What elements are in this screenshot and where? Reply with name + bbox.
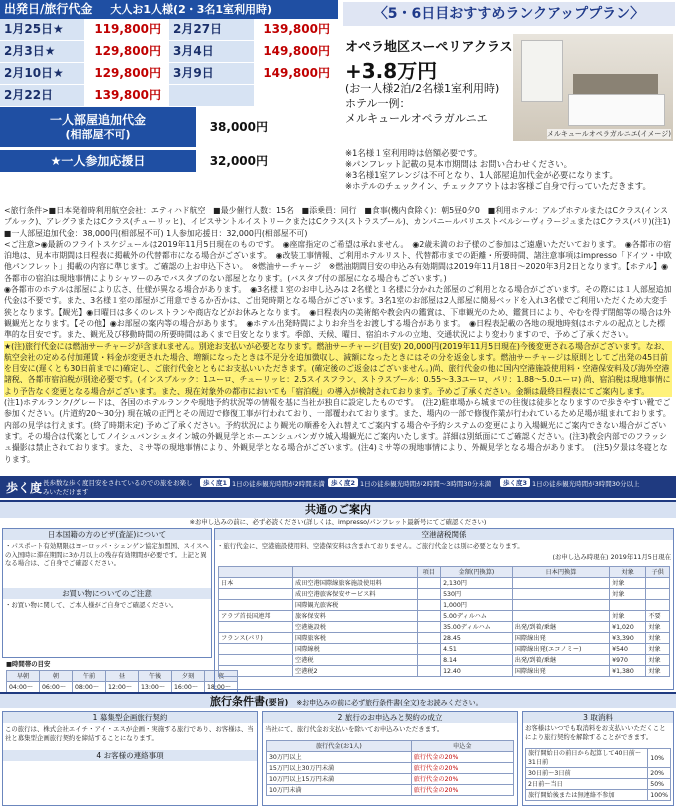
tax-cell: 出発/到着/乗継 <box>512 655 609 666</box>
upgrade-plan-header: 〈5・6日目おすすめランクアッププラン〉 <box>343 2 675 26</box>
tax-row <box>219 589 670 600</box>
tax-row <box>219 578 670 589</box>
solo-day-row <box>0 150 338 172</box>
upgrade-plan-price: +3.8万円 <box>345 59 438 83</box>
upgrade-notes <box>345 148 673 203</box>
terms-application-heading: 2 旅行のお申込みと契約の成立 <box>263 712 517 723</box>
time-value: 06:00〜 <box>40 682 73 693</box>
tour-price: 139,800円 <box>254 19 338 40</box>
walk-level-3-text: 1日の徒歩観光時間が3時間30分以上 <box>532 480 640 488</box>
tax-cell: 対象 <box>610 611 646 622</box>
time-value: 16:00〜 <box>172 682 205 693</box>
walk-level-2-text: 1日の徒歩観光時間が2時間〜3時間30分未満 <box>360 480 492 488</box>
tour-price: 129,800円 <box>84 63 169 84</box>
tax-cell: 空港施設税 <box>293 622 417 633</box>
fuel-surcharge-notice: ★(注)旅行代金には燃油サーチャージが含まれません。別途お支払いが必要となります。燃油サーチャージ(目安) 20,000円(2019年11月5日現在)今後変更される場合がございます。なお、航空会社の定める付加運賃・料金が変更された場合、増額になったときは不足分を追加徴収し、減額になったときにはその分を返金します。燃油サーチャージは原則としてご出発の45日前を目安に(遅くとも30日前までに)確定し、ご旅行代金とともにお支払いいただきます。(確定後のご返金はございません。)尚、旅行代金の他に国内空港施設使用料・空港保安料及び海外空港諸税、各都市宿泊税が別途必要です。(インスブルック：1ユーロ、チューリッヒ：2.5スイスフラン、ストラスブール：0.55〜3.3ユーロ、パリ：1.88〜5.0ユーロ) 尚、宿泊税は現地事情により予告なく変更となる場合がございます。また、現在対象外の都市においても「宿泊税」の導入が検討されております。予めご了承ください。金額は最終日程表にてご案内します。 <box>4 341 671 396</box>
terms-application-body: 当社にて、旅行代金お支払いを除いてお申込みいただきます。 <box>265 725 444 733</box>
time-value: 13:00〜 <box>139 682 172 693</box>
time-of-day-table <box>6 670 238 693</box>
solo-day-label: ★一人参加応援日 <box>0 150 196 172</box>
single-supplement-label-1: 一人部屋追加代金 <box>49 112 146 127</box>
tax-cell <box>417 633 441 644</box>
deposit-cell: 旅行代金の20% <box>411 752 513 763</box>
tax-cell: 530円 <box>441 589 513 600</box>
tax-cell: フランス(パリ) <box>219 633 293 644</box>
tour-price <box>254 85 338 106</box>
price-row <box>0 85 338 107</box>
tax-header <box>293 567 417 578</box>
tax-cell: 日本 <box>219 578 293 589</box>
time-header: 夕刻 <box>172 671 205 682</box>
departure-date: 3月9日 <box>169 63 254 84</box>
cancel-cell: 20% <box>648 768 671 779</box>
upgrade-note-item: ※3名様1室アレンジは不可となり、1人部屋追加代金が必要になります。 <box>345 170 618 180</box>
tax-cell <box>512 611 609 622</box>
tax-cell: 対象 <box>646 666 670 677</box>
travel-conditions <box>4 205 672 473</box>
time-header: 午前 <box>73 671 106 682</box>
tax-cell <box>512 589 609 600</box>
single-supplement-label <box>0 107 196 147</box>
hotel-image-caption: メルキュールオペラガルニエ(イメージ) <box>546 130 671 138</box>
upgrade-note-item: ※1名様１室利用時は倍額必要です。 <box>345 148 483 158</box>
cancel-cell: 30日前〜3日前 <box>526 768 648 779</box>
tax-cell <box>219 622 293 633</box>
cancel-cell: 2日前〜当日 <box>526 779 648 790</box>
common-info-heading: 共通のご案内 <box>305 503 371 516</box>
tax-cell: ¥1,380 <box>610 666 646 677</box>
cancel-cell: 50% <box>648 779 671 790</box>
walk-level-1-text: 1日の徒歩観光時間が2時間未満 <box>232 480 325 488</box>
visa-info-box <box>2 528 212 658</box>
cancel-cell: 旅行開始後または無連絡不参加 <box>526 790 648 801</box>
upgrade-note-item: ※ホテルのチェックイン、チェックアウトはお客様ご自身で行っていただきます。 <box>345 181 651 191</box>
tax-row <box>219 600 670 611</box>
tax-cell <box>417 578 441 589</box>
deposit-header: 旅行代金(お1人) <box>267 741 412 752</box>
tax-cell: 対象 <box>646 655 670 666</box>
tax-header: 金額(円換算) <box>441 567 513 578</box>
upgrade-hotel-example-label: ホテル一例： <box>345 97 411 110</box>
time-header: 午後 <box>139 671 172 682</box>
departure-date: 1月25日★ <box>0 19 84 40</box>
tax-cell <box>219 666 293 677</box>
tax-cell: 空港税 <box>293 655 417 666</box>
tax-cell: 対象 <box>646 622 670 633</box>
tax-cell <box>417 666 441 677</box>
walk-level-3-tag: 歩く度3 <box>500 478 530 487</box>
terms-title-bar <box>0 692 676 708</box>
terms-contact-heading: 4 お客様の連絡事項 <box>3 750 257 761</box>
tax-cell: 35.00ディルハム <box>441 622 513 633</box>
deposit-cell: 30万円以上 <box>267 752 412 763</box>
departure-date: 2月22日 <box>0 85 84 106</box>
tax-header: 項目 <box>417 567 441 578</box>
departure-date: 2月3日★ <box>0 41 84 62</box>
time-value: 04:00〜 <box>7 682 40 693</box>
room-window <box>521 40 563 102</box>
deposit-cell: 旅行代金の20% <box>411 785 513 796</box>
tax-row <box>219 666 670 677</box>
price-table-subtitle: 大人お1人様(2・3名1室利用時) <box>110 3 273 16</box>
cancellation-table <box>525 748 671 801</box>
deposit-cell: 旅行代金の20% <box>411 763 513 774</box>
tax-cell: 空港税2 <box>293 666 417 677</box>
terms-title: 旅行条件書 <box>210 695 265 708</box>
cancel-cell: 100% <box>648 790 671 801</box>
common-info-title <box>0 500 676 518</box>
time-header: 夜 <box>205 671 238 682</box>
terms-contract-box <box>2 711 258 806</box>
tax-row <box>219 655 670 666</box>
tax-header: 子供 <box>646 567 670 578</box>
airport-tax-heading: 空港諸税関係 <box>215 529 673 540</box>
tax-cell: 対象 <box>610 578 646 589</box>
airport-tax-body: ・旅行代金に、空港施設使用料、空港保安料は含まれておりません。ご旅行代金とは別に必要となります。 <box>217 542 524 550</box>
tax-cell: 国際観光旅客税 <box>293 600 417 611</box>
conditions-paragraph: ◉各都市のホテルは部屋により広さ、仕様が異なる場合があります。 ◉3名様１室のお申し込みは 2名様と１名様に分かれた部屋のご利用となる場合がございます。その際には１人部屋追加代金は不要です。また、3名様１室の部屋がご用意できるか否かは、ご出発時期となる場合がございます。3名1室のお部屋は2人部屋に簡易ベッドを入れ3名様でご利用いただくため大変手狭となります。【観光】◉日曜日は多くのレストランや商店などがお休みとなります。 ◉日程表内の美術館や教会内の鑑賞は、下車観光のため、鑑賞日により、やむを得ず閉館等の場合は外観観光となります。【その他】◉お部屋の案内等の場合があります。 ◉ホテル出発時間によりお弁当をお渡しする場合があります。 ◉日程表記載の各地の現地時刻はホテルの起点とした標準的な目安です。また、観光及び移動時間の所要時間はあくまで目安となります。季節、天候、曜日、宿泊ホテルの立地、交通状況により変わりますので、予めご了承ください。 <box>4 285 672 340</box>
walk-level-1-tag: 歩く度1 <box>200 478 230 487</box>
price-row <box>0 41 338 63</box>
tax-cell: 国際旅客税 <box>293 633 417 644</box>
deposit-cell: 10万円未満 <box>267 785 412 796</box>
price-row <box>0 63 338 85</box>
tax-cell: 2,130円 <box>441 578 513 589</box>
tour-price: 149,800円 <box>254 41 338 62</box>
deposit-cell: 10万円以上15万円未満 <box>267 774 412 785</box>
tax-header <box>219 567 293 578</box>
tax-cell <box>646 600 670 611</box>
tax-cell: ¥540 <box>610 644 646 655</box>
tax-cell: 国際線出発 <box>512 666 609 677</box>
tax-cell <box>417 644 441 655</box>
tour-price: 139,800円 <box>84 85 169 106</box>
time-value: 18:00〜 <box>205 682 238 693</box>
terms-title-sub: (要旨) <box>265 698 289 707</box>
room-bed <box>568 94 665 126</box>
walking-level-bar <box>0 476 676 498</box>
time-value: 12:00〜 <box>106 682 139 693</box>
walking-level-description: 長歩数な歩く度目安をされているのでの旅をお楽しみいただけます <box>43 479 193 496</box>
time-value: 08:00〜 <box>73 682 106 693</box>
tax-row <box>219 644 670 655</box>
tax-cell <box>417 589 441 600</box>
tax-header: 対象 <box>610 567 646 578</box>
time-header: 早朝 <box>7 671 40 682</box>
price-table-title: 出発日/旅行代金 <box>4 2 93 16</box>
tax-cell: アラブ首長国連邦 <box>219 611 293 622</box>
tax-cell: 不要 <box>646 611 670 622</box>
walk-level-2-tag: 歩く度2 <box>328 478 358 487</box>
tour-price: 119,800円 <box>84 19 169 40</box>
tax-cell: ¥1,020 <box>610 622 646 633</box>
deposit-cell: 15万円以上30万円未満 <box>267 763 412 774</box>
departure-date: 3月4日 <box>169 41 254 62</box>
deposit-header: 申込金 <box>411 741 513 752</box>
tax-row <box>219 633 670 644</box>
tax-cell: 旅客保安料 <box>293 611 417 622</box>
airport-tax-date-note: (お申し込み時現在) 2019年11月5日現在 <box>552 552 671 561</box>
departure-date: 2月10日★ <box>0 63 84 84</box>
tax-cell <box>512 578 609 589</box>
tax-cell: 対象 <box>646 633 670 644</box>
tax-cell <box>610 600 646 611</box>
time-header: 昼 <box>106 671 139 682</box>
tax-cell: 成田空港国際線旅客施設使用料 <box>293 578 417 589</box>
tax-cell: 4.51 <box>441 644 513 655</box>
terms-contract-heading: 1 募集型企画旅行契約 <box>3 712 257 723</box>
tax-cell: ¥3,390 <box>610 633 646 644</box>
hotel-room-image <box>513 34 673 141</box>
departure-date <box>169 85 254 106</box>
tax-cell <box>219 600 293 611</box>
airport-tax-table <box>218 566 670 677</box>
visa-info-body: ・パスポート有効期限はヨーロッパ・シェンゲン協定加盟国、スイスへの入国時に滞在期間に3か月以上の残存有効期間が必要です。上記と異なる場合は、ご自身でご確認ください。 <box>5 542 209 568</box>
shopping-info-body: ・お買い物に関して、ご本人様がご自身でご確認ください。 <box>5 600 178 609</box>
tax-cell <box>417 622 441 633</box>
tax-cell: 対象 <box>610 589 646 600</box>
tax-cell: 国際線税 <box>293 644 417 655</box>
time-header: 朝 <box>40 671 73 682</box>
tax-cell <box>646 589 670 600</box>
tax-cell: 対象 <box>646 644 670 655</box>
tax-row <box>219 611 670 622</box>
cancel-cell: 10% <box>648 749 671 768</box>
upgrade-hotel-name: メルキュールオペラガルニエ <box>345 112 488 125</box>
single-supplement-label-2: (相部屋不可) <box>65 127 131 141</box>
terms-contract-body: この旅行は、株式会社エイチ・アイ・エスが企画・実施する旅行であり、お客様は、当社と募集型企画旅行契約を締結することになります。 <box>5 725 254 742</box>
room-headboard <box>573 74 658 96</box>
tour-price: 149,800円 <box>254 63 338 84</box>
price-row <box>0 19 338 41</box>
tax-row <box>219 622 670 633</box>
tax-cell: 1,000円 <box>441 600 513 611</box>
tax-cell <box>417 655 441 666</box>
tax-cell <box>646 578 670 589</box>
tour-price: 129,800円 <box>84 41 169 62</box>
terms-cancellation-body: お客様はいつでも取消料をお支払いいただくことにより旅行契約を解除することができます。 <box>525 724 666 741</box>
tax-cell <box>417 611 441 622</box>
common-info-subtitle: ※お申し込みの前に、必ず必読ください(詳しくは、impresso/パンフレット最新号にてご確認ください) <box>189 518 487 526</box>
tax-cell <box>512 600 609 611</box>
single-supplement-value: 38,000円 <box>196 107 338 147</box>
tax-cell <box>219 589 293 600</box>
departure-date: 2月27日 <box>169 19 254 40</box>
tax-cell <box>417 600 441 611</box>
single-supplement-row <box>0 107 338 147</box>
cancel-cell: 旅行開始日の前日から起算して40日前〜31日前 <box>526 749 648 768</box>
shopping-info-heading: お買い物についてのご注意 <box>3 588 211 599</box>
tax-cell: ¥970 <box>610 655 646 666</box>
tax-header: 日本円換算 <box>512 567 609 578</box>
conditions-paragraph: <旅行条件>■日本発着時利用航空会社：エティハド航空 ■最少催行人数：15名 ■添乗員：同行 ■食事(機内食除く)：朝5昼0夕0 ■利用ホテル：アルプホテルまたはCクラス(インスブルック)、アレグラまたはCクラス(チューリッヒ)、イビスサントルイストリークまたはCクラス(ストラスブール)、カンパニールパリエストベルシーヴィラージュまたはCクラス(パリ)(注1) ■一人部屋追加代金：38,000円(相部屋不可) 1人参加応援日：32,000円(相部屋不可) <box>4 206 671 238</box>
upgrade-plan-note: (お一人様2泊/2名様1室利用時) <box>345 82 500 95</box>
tax-cell: 5.00ディルハム <box>441 611 513 622</box>
tax-cell: 国際線出発 <box>512 633 609 644</box>
deposit-cell: 旅行代金の20% <box>411 774 513 785</box>
tax-cell <box>219 655 293 666</box>
upgrade-note-item: ※パンフレット記載の見本市期間は お問い合わせください。 <box>345 159 573 169</box>
solo-day-value: 32,000円 <box>196 150 338 172</box>
tax-cell <box>219 644 293 655</box>
tax-cell: 8.14 <box>441 655 513 666</box>
tax-cell: 12.40 <box>441 666 513 677</box>
price-table-header <box>0 0 338 19</box>
terms-subtitle: ※お申込みの前に必ず旅行条件書(全文)をお読みください。 <box>296 699 483 707</box>
tax-cell: 出発/到着/乗継 <box>512 622 609 633</box>
conditions-paragraph: (注1)ホテルランク/グレードは、各国のホテルランクや現地予約状況等の情報を基に当社が独自に設定したものです。 (注2)駐車場から城までの往復は徒歩となりますので歩きやすい靴でご参加ください。(片道約20〜30分) 現在城の正門とその周辺で修復工事が行われており、一部覆われております。また、場内の一部で修復作業が行われているため足場が組まれております。内部の見学は行えます。(終了時期未定) 予めご了承ください。予約状況により観光の順番を入れ替えてご案内する場合や予約システムの変更により入場観光にご案内できない場合がございます。その場合は代案としてノイシュバンシュタイン城の外観見学とホーエンシュバンガウ城入場観光にご案内いたします。詳細は別紙面にてご確認ください。(注3)教会内部でのフラッシュ撮影は禁止されております。また、ミサ等の現地事情により、外観見学となる場合がございます。(注4)ミサ等の現地事情により、外観見学となる場合があります。 (注5)夕景は冬寝となります。 <box>4 398 671 464</box>
time-of-day-title: ■時間帯の目安 <box>6 660 51 668</box>
tax-cell: 成田空港旅客保安サービス料 <box>293 589 417 600</box>
walking-level-title: 歩く度 <box>6 481 43 495</box>
visa-info-heading: 日本国籍の方のビザ(査証)について <box>3 529 211 540</box>
terms-cancellation-heading: 3 取消料 <box>523 712 673 723</box>
tax-cell: 28.45 <box>441 633 513 644</box>
deposit-table <box>266 740 514 796</box>
upgrade-plan-title: オペラ地区スーペリアクラス <box>345 40 513 55</box>
conditions-paragraph: <ご注意>◉最新のフライトスケジュールは2019年11月5日現在のものです。 ◉座席指定のご希望は承れません。 ◉2歳未満のお子様のご参加はご遠慮いただいております。 ◉各都市の宿泊地は、見本市期間は日程表に掲載外の代替都市になる場合がございます。 ◉改装工事情報、ご利用ホテルリスト、代替都市までの距離・所要時間、諸注意事項はimpresso「ドイツ・中欧他パンフレット」掲載の内容に準じます。ご確認の上お申込下さい。 ※燃油サーチャージ ※燃油期間目安の申込み有効期間は2019年11月18日〜2020年3月2日となります。【ホテル】◉各都市の宿泊は現地事情によりシャワーのみでバスタブのない部屋となります。(バスタブ付の部屋になる場合もございます。) <box>4 239 672 283</box>
tax-cell: 国際線出発(エコノミー) <box>512 644 609 655</box>
